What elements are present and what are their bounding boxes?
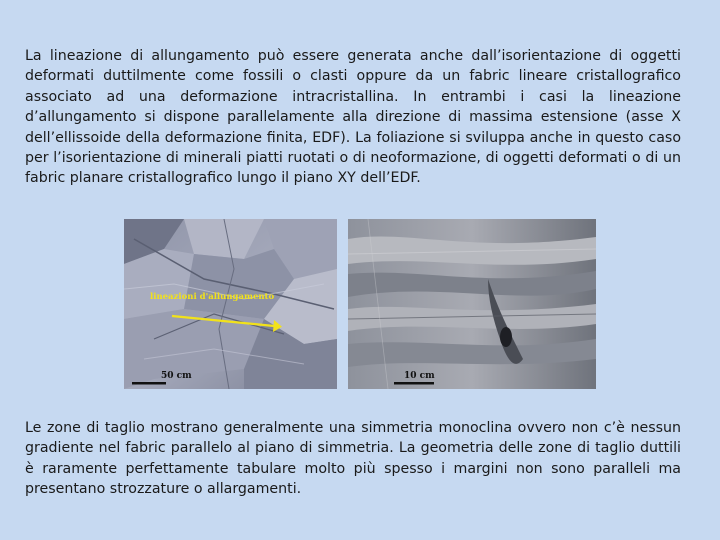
intro-paragraph: La lineazione di allungamento può essere generata anche dall’isorientazione di oggetti deformati duttilmente come fossili o clasti oppure da un fabric lineare cristallografico associato ad una deformazione intracristallina. In entrambi i casi la lineazione d’allungamento si dispone parallelamente alla direzione di massima estensione (asse X dell’ellissoide della deformazione finita, EDF). La foliazione si sviluppa anche in questo caso per l’isorientazione di minerali piatti ruotati o di neoformazione, di oggetti deformati o di un fabric planare cristallografico lungo il piano XY dell’EDF. <box>25 48 681 187</box>
shear-zones-paragraph: Le zone di taglio mostrano generalmente una simmetria monoclina ovvero non c’è nessun gradiente nel fabric parallelo al piano di simmetria. La geometria delle zone di taglio duttili è raramente perfettamente tabulare molto più spesso i margini non sono paralleli ma presentano strozzature o allargamenti. <box>25 420 681 498</box>
scale-label-left: 50 cm <box>161 371 192 381</box>
rock-photo-foliation <box>348 219 596 389</box>
rock-photo-right-image <box>348 219 596 389</box>
scale-label-right: 10 cm <box>404 371 435 381</box>
lineation-label: lineazioni d'allungamento <box>150 292 275 302</box>
rock-photo-left-image <box>124 219 337 389</box>
rock-photo-lineation <box>124 219 337 389</box>
